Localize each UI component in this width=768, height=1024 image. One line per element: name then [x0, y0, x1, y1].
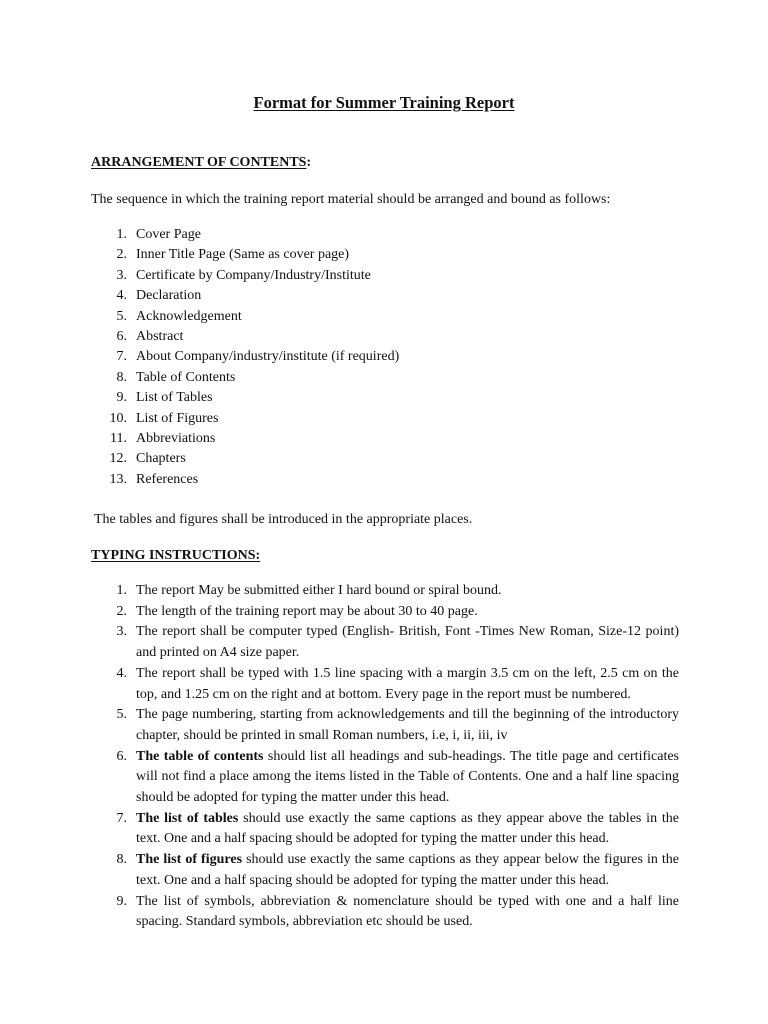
list-item-text	[136, 850, 679, 891]
list-item	[91, 225, 399, 245]
list-item	[91, 622, 679, 663]
list-item-text: Inner Title Page (Same as cover page)	[136, 247, 350, 263]
list-item-text: Cover Page	[136, 227, 201, 242]
list-item-body: The page numbering, starting from acknowledgements and till the beginning of the introductory chapter, should be printed in small Roman numbers, i.e, i, ii, iii, iv	[136, 707, 679, 743]
list-item	[91, 470, 399, 490]
list-item-bold: The list of tables	[136, 810, 239, 826]
list-item-text	[136, 602, 679, 623]
list-item-number: 9.	[116, 390, 127, 406]
list-item-number: 3.	[116, 624, 127, 640]
list-item-number: 9.	[116, 893, 127, 909]
list-item-number: 1.	[116, 227, 127, 242]
list-item	[91, 429, 399, 449]
list-item-text: Abbreviations	[136, 430, 216, 446]
list-item-text: Declaration	[136, 288, 202, 304]
list-item-number: 5.	[116, 707, 127, 723]
list-item	[91, 347, 399, 367]
contents-list	[91, 225, 399, 490]
list-item-number: 6.	[116, 748, 127, 764]
list-item-body: The report shall be typed with 1.5 line spacing with a margin 3.5 cm on the left, 2.5 cm on the top, and 1.25 cm on the right and at bottom. Every page in the report must be numbered.	[136, 665, 679, 702]
list-item	[91, 602, 679, 623]
list-item	[91, 850, 679, 891]
list-item-text: Chapters	[136, 451, 186, 467]
list-item	[91, 286, 399, 306]
list-item	[91, 705, 679, 746]
list-item	[91, 409, 399, 429]
list-item-text	[136, 581, 679, 602]
list-item	[91, 327, 399, 347]
arrangement-heading	[91, 153, 311, 172]
typing-heading-text: TYPING INSTRUCTIONS:	[91, 548, 261, 563]
arrangement-heading-text: ARRANGEMENT OF CONTENTS	[91, 155, 307, 170]
arrangement-note: The tables and figures shall be introduced in the appropriate places.	[94, 512, 473, 527]
list-item-number: 4.	[116, 288, 127, 304]
list-item-number: 7.	[116, 810, 127, 826]
list-item	[91, 368, 399, 388]
list-item-body: The length of the training report may be about 30 to 40 page.	[136, 603, 478, 619]
list-item	[91, 266, 399, 286]
list-item	[91, 388, 399, 408]
list-item-number: 8.	[116, 369, 127, 385]
list-item-number: 4.	[116, 665, 127, 681]
list-item-number: 2.	[116, 247, 127, 263]
list-item-body: The report shall be computer typed (English- British, Font -Times New Roman, Size-12 point) and printed on A4 size paper.	[136, 624, 679, 661]
list-item-number: 5.	[116, 308, 127, 324]
list-item-text: Certificate by Company/Industry/Institute	[136, 267, 371, 283]
list-item-body: should list all headings and sub-headings. The title page and certificates will not find a place among the items listed in the Table of Contents. One and a half line spacing should be adopted for typing the matter under this head.	[136, 748, 679, 806]
list-item-body: The report May be submitted either I hard bound or spiral bound.	[136, 583, 502, 598]
list-item-text: References	[136, 471, 199, 487]
list-item-number: 3.	[116, 267, 127, 283]
list-item-bold: The list of figures	[136, 852, 243, 868]
list-item-text: Table of Contents	[136, 369, 236, 385]
list-item-number: 8.	[116, 852, 127, 868]
list-item-text: Acknowledgement	[136, 308, 242, 324]
arrangement-heading-colon: :	[306, 155, 312, 170]
typing-instructions-list	[91, 581, 679, 933]
list-item-number: 13.	[109, 471, 127, 487]
list-item	[91, 892, 679, 933]
list-item-text	[136, 809, 679, 850]
list-item	[91, 664, 679, 705]
list-item	[91, 449, 399, 469]
list-item-body: The list of symbols, abbreviation & nomenclature should be typed with one and a half line spacing. Standard symbols, abbreviation etc should be used.	[136, 893, 679, 930]
page-title: Format for Summer Training Report	[253, 93, 515, 112]
list-item	[91, 747, 679, 809]
list-item-number: 7.	[116, 349, 127, 365]
list-item-text: List of Figures	[136, 410, 219, 426]
typing-heading	[91, 546, 260, 565]
list-item-text	[136, 747, 679, 809]
list-item-number: 6.	[116, 328, 127, 344]
list-item	[91, 245, 399, 265]
list-item	[91, 581, 679, 602]
list-item-number: 12.	[109, 451, 127, 467]
list-item	[91, 809, 679, 850]
list-item-number: 11.	[110, 430, 127, 446]
list-item-text	[136, 664, 679, 705]
list-item-number: 1.	[116, 583, 127, 598]
list-item-number: 10.	[109, 410, 127, 426]
arrangement-intro: The sequence in which the training report material should be arranged and bound as follows:	[91, 192, 611, 207]
list-item-text: List of Tables	[136, 390, 213, 406]
list-item-text	[136, 622, 679, 663]
list-item-body: should use exactly the same captions as they appear below the figures in the text. One and a half spacing should be adopted for typing the matter under this head.	[136, 852, 680, 888]
list-item-text	[136, 705, 679, 746]
list-item	[91, 307, 399, 327]
list-item-text: Abstract	[136, 328, 184, 344]
list-item-text	[136, 892, 679, 933]
list-item-body: should use exactly the same captions as they appear above the tables in the text. One and a half spacing should be adopted for typing the matter under this head.	[136, 810, 679, 847]
list-item-text: About Company/industry/institute (if required)	[136, 349, 400, 365]
list-item-bold: The table of contents	[136, 748, 264, 764]
list-item-number: 2.	[116, 603, 127, 619]
